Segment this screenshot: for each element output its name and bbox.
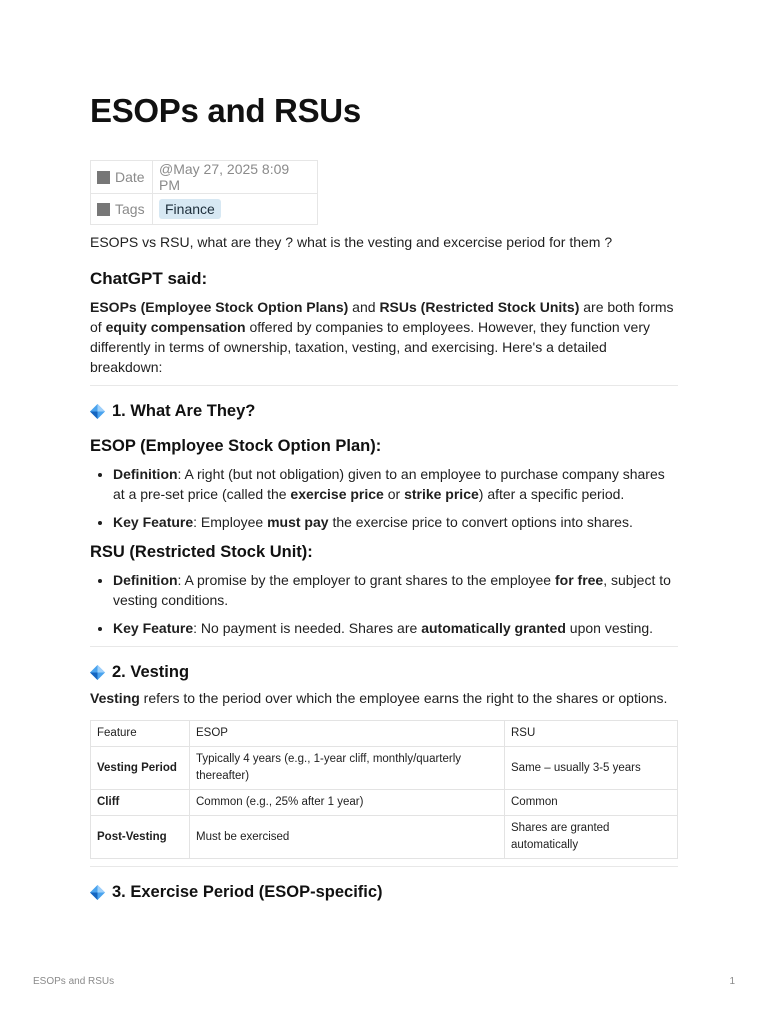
- divider: [90, 866, 678, 867]
- section-heading-text: 2. Vesting: [112, 663, 190, 681]
- property-row-date: [91, 161, 318, 194]
- list-item-bold: must pay: [267, 514, 329, 530]
- intro-text: offered by companies to employees. However, they function very differently in terms of ownership, taxation, vesting, and exercising. Here's a detailed breakdown:: [90, 319, 651, 375]
- section-heading-text: 3. Exercise Period (ESOP-specific): [112, 883, 383, 901]
- vesting-intro-bold: Vesting: [90, 690, 140, 706]
- list-item-label: Key Feature: [113, 620, 194, 636]
- list-item-text: : A right (but not obligation) given to an employee to purchase company shares at a pre-set price (called the: [113, 466, 665, 502]
- list-item: [113, 618, 678, 638]
- table-header-cell: ESOP: [190, 721, 505, 747]
- table-cell: Must be exercised: [190, 816, 505, 859]
- list-item-text: : No payment is needed. Shares are: [193, 620, 422, 636]
- rsu-heading: RSU (Restricted Stock Unit):: [90, 543, 313, 561]
- gray-square-icon: [97, 171, 110, 184]
- tag-finance[interactable]: Finance: [159, 199, 221, 219]
- property-key-cell: [91, 161, 153, 194]
- list-item-bold: strike price: [404, 486, 479, 502]
- table-cell: Common (e.g., 25% after 1 year): [190, 790, 505, 816]
- table-cell: Vesting Period: [91, 747, 190, 790]
- intro-bold-equity: equity compensation: [105, 319, 246, 335]
- blue-diamond-icon: [90, 885, 105, 900]
- table-header-row: [91, 721, 678, 747]
- divider: [90, 385, 678, 386]
- list-item-bold: automatically granted: [421, 620, 566, 636]
- vesting-intro: [90, 688, 678, 708]
- table-row: [91, 816, 678, 859]
- list-item: [113, 464, 678, 504]
- table-header-cell: Feature: [91, 721, 190, 747]
- table-row: [91, 790, 678, 816]
- esop-list: [90, 464, 678, 532]
- intro-bold-esops: ESOPs (Employee Stock Option Plans): [90, 299, 349, 315]
- properties-table: [90, 160, 318, 225]
- table-cell: Cliff: [91, 790, 190, 816]
- list-item-label: Definition: [113, 466, 178, 482]
- list-item-text: : A promise by the employer to grant shares to the employee: [177, 572, 555, 588]
- vesting-table: [90, 720, 678, 859]
- footer-title: ESOPs and RSUs: [33, 976, 115, 987]
- divider: [90, 646, 678, 647]
- table-cell: Same – usually 3-5 years: [505, 747, 678, 790]
- esop-heading: ESOP (Employee Stock Option Plan):: [90, 437, 382, 455]
- table-cell: Common: [505, 790, 678, 816]
- list-item-label: Definition: [113, 572, 178, 588]
- blue-diamond-icon: [90, 665, 105, 680]
- list-item: [113, 512, 678, 532]
- list-item-text: , subject to vesting conditions.: [113, 572, 671, 608]
- page-title: ESOPs and RSUs: [90, 92, 361, 129]
- section-heading-vesting: [90, 663, 678, 682]
- list-item: [113, 570, 678, 610]
- property-key-cell: [91, 194, 153, 225]
- list-item-text: upon vesting.: [565, 620, 654, 636]
- table-header-cell: RSU: [505, 721, 678, 747]
- section-heading-text: 1. What Are They?: [112, 402, 256, 420]
- property-value-date[interactable]: @May 27, 2025 8:09 PM: [153, 161, 318, 194]
- property-value-tags: [153, 194, 318, 225]
- table-cell: Shares are granted automatically: [505, 816, 678, 859]
- rsu-list: [90, 570, 678, 638]
- table-cell: Typically 4 years (e.g., 1-year cliff, monthly/quarterly thereafter): [190, 747, 505, 790]
- blue-diamond-icon: [90, 404, 105, 419]
- list-item-label: Key Feature: [113, 514, 194, 530]
- section-heading-what-are-they: [90, 402, 678, 421]
- list-item-text: : Employee: [193, 514, 268, 530]
- list-item-text: ) after a specific period.: [478, 486, 625, 502]
- list-item-text: or: [383, 486, 405, 502]
- section-heading-exercise-period: [90, 883, 678, 902]
- page-number: 1: [729, 976, 735, 987]
- intro-text: and: [348, 299, 380, 315]
- question-text: ESOPS vs RSU, what are they ? what is the vesting and excercise period for them ?: [90, 234, 613, 250]
- property-row-tags: [91, 194, 318, 225]
- table-row: [91, 747, 678, 790]
- document-body: [90, 232, 678, 902]
- list-item-text: the exercise price to convert options into shares.: [328, 514, 633, 530]
- list-item-bold: for free: [554, 572, 604, 588]
- property-key-tags: Tags: [115, 201, 145, 217]
- property-key-date: Date: [115, 169, 145, 185]
- intro-paragraph: [90, 297, 678, 377]
- vesting-intro-text: refers to the period over which the employee earns the right to the shares or options.: [139, 690, 668, 706]
- intro-text: are both forms of: [90, 299, 674, 335]
- intro-bold-rsus: RSUs (Restricted Stock Units): [379, 299, 580, 315]
- gray-square-icon: [97, 203, 110, 216]
- list-item-bold: exercise price: [290, 486, 384, 502]
- chatgpt-heading: ChatGPT said:: [90, 269, 208, 288]
- table-cell: Post-Vesting: [91, 816, 190, 859]
